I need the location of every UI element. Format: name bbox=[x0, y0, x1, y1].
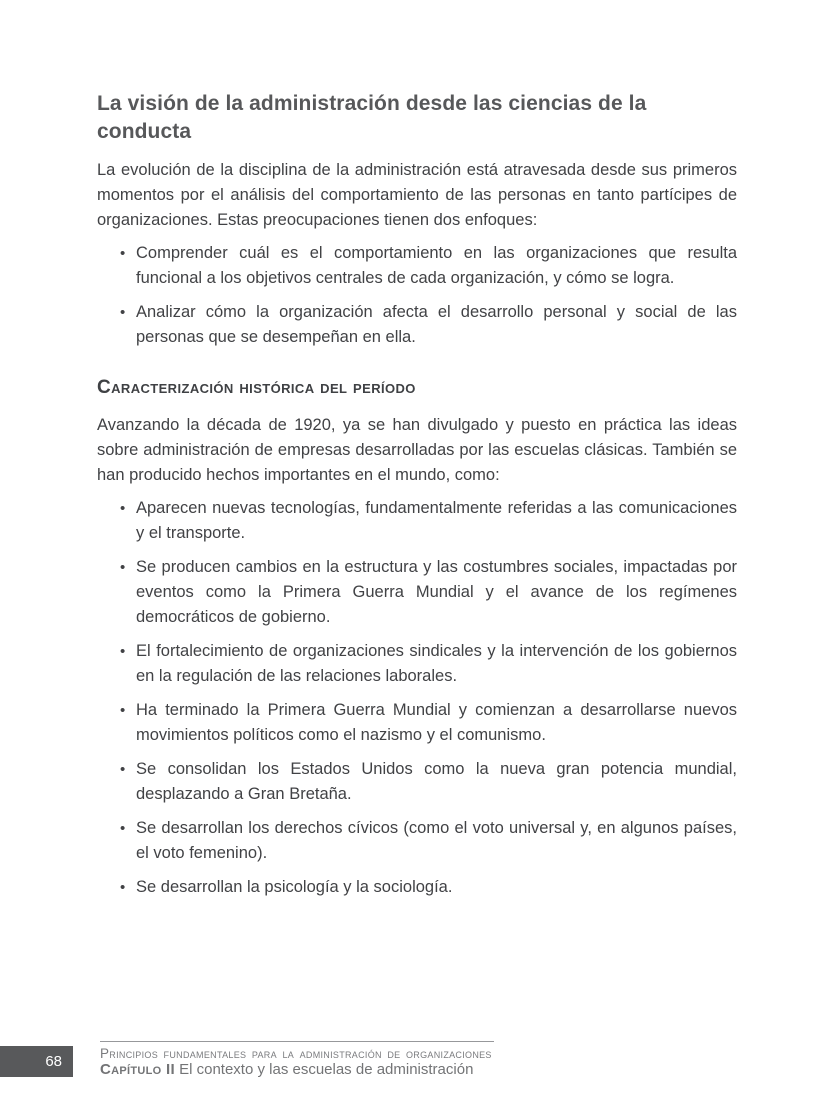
list-item: • Aparecen nuevas tecnologías, fundamentalmente referidas a las comunicaciones y el transporte. bbox=[120, 496, 737, 546]
list-item: • Se desarrollan los derechos cívicos (como el voto universal y, en algunos países, el voto femenino). bbox=[120, 816, 737, 866]
intro-paragraph: La evolución de la disciplina de la administración está atravesada desde sus primeros momentos por el análisis del comportamiento de las personas en tanto partícipes de organizaciones. Estas preocupaciones tienen dos enfoques: bbox=[97, 161, 737, 229]
footer-chapter-line bbox=[100, 1061, 494, 1079]
section-bullet-list bbox=[97, 496, 737, 900]
intro-bullet-list bbox=[97, 241, 737, 350]
list-item: • Analizar cómo la organización afecta el desarrollo personal y social de las personas que se desempeñan en ella. bbox=[120, 300, 737, 350]
section-paragraph: Avanzando la década de 1920, ya se han divulgado y puesto en práctica las ideas sobre administración de empresas desarrolladas por las escuelas clásicas. También se han producido hechos importantes en el mundo, como: bbox=[97, 416, 737, 484]
section-heading: Caracterización histórica del período bbox=[97, 377, 416, 398]
list-item: • Ha terminado la Primera Guerra Mundial y comienzan a desarrollarse nuevos movimientos políticos como el nazismo y el comunismo. bbox=[120, 698, 737, 748]
footer-chapter-title: El contexto y las escuelas de administración bbox=[179, 1061, 474, 1078]
footer-chapter-label: Capítulo II bbox=[100, 1061, 175, 1078]
list-item: • Comprender cuál es el comportamiento en las organizaciones que resulta funcional a los objetivos centrales de cada organización, y cómo se logra. bbox=[120, 241, 737, 291]
list-item: • El fortalecimiento de organizaciones sindicales y la intervención de los gobiernos en la regulación de las relaciones laborales. bbox=[120, 639, 737, 689]
footer-text-block bbox=[100, 1041, 494, 1079]
page-title: La visión de la administración desde las ciencias de la conducta bbox=[97, 92, 647, 143]
page-content bbox=[97, 0, 737, 909]
list-item: • Se consolidan los Estados Unidos como la nueva gran potencia mundial, desplazando a Gran Bretaña. bbox=[120, 757, 737, 807]
page-number: 68 bbox=[45, 1053, 62, 1070]
list-item: • Se producen cambios en la estructura y las costumbres sociales, impactadas por eventos como la Primera Guerra Mundial y el avance de los regímenes democráticos de gobierno. bbox=[120, 555, 737, 630]
page-number-box bbox=[0, 1046, 73, 1077]
list-item: • Se desarrollan la psicología y la sociología. bbox=[120, 875, 737, 900]
footer-book-title: Principios fundamentales para la administración de organizaciones bbox=[100, 1046, 492, 1061]
page-footer bbox=[0, 1041, 828, 1079]
